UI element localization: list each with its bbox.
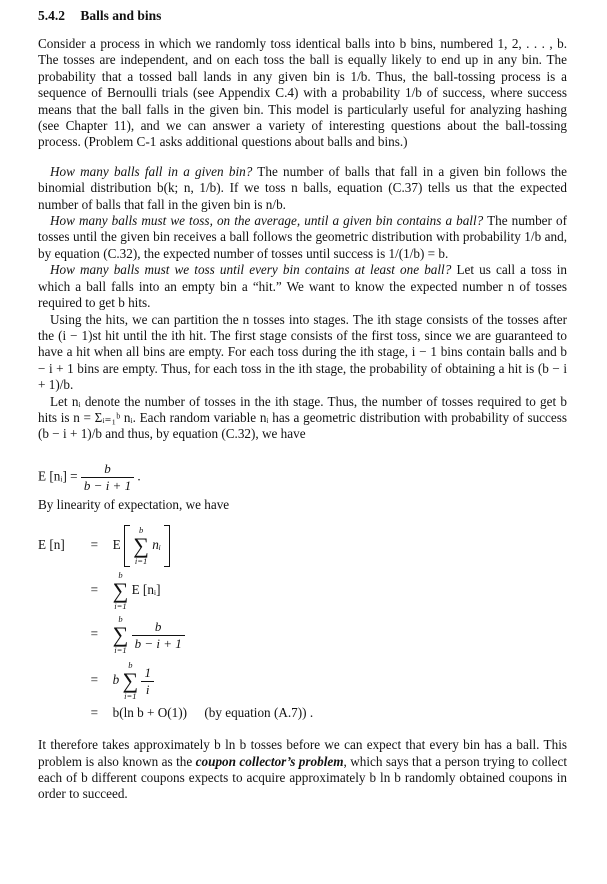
eq2-eq-1: = xyxy=(90,537,99,553)
eq2-coef-4: b xyxy=(112,672,120,688)
eq2-fraction-3-den: b − i + 1 xyxy=(132,635,185,652)
eq2-fraction-3-num: b xyxy=(154,618,162,634)
sum-3-sigma: ∑ xyxy=(112,622,129,648)
sum-3 xyxy=(113,615,129,655)
sum-2-lower: i=1 xyxy=(114,601,127,612)
final-paragraph xyxy=(38,737,567,803)
eq2-fraction-4-den: i xyxy=(141,681,154,698)
sum-4-upper: b xyxy=(128,660,133,671)
right-bracket xyxy=(164,525,170,567)
sum-3-lower: i=1 xyxy=(114,645,127,656)
hits-paragraph: Using the hits, we can partition the n tosses into stages. The ith stage consists of the tosses after the (i − 1)st hit until the ith hit. The first stage consists of the first toss, since we are guaranteed to have a hit when all bins are empty. For each toss during the ith stage, i − 1 bins contain balls and b − i + 1 bins are empty. Thus, for each toss in the ith stage, the probability of obtaining a hit is (b − i + 1)/b. xyxy=(38,311,567,393)
eq2-eq-5: = xyxy=(90,705,99,721)
eq2-eq-4: = xyxy=(90,672,99,688)
final-text-1: It therefore takes approximately b ln b tosses before we can expect that every bin has a ball. This problem is also known as the xyxy=(38,737,567,769)
sum-1-upper: b xyxy=(138,525,144,536)
page xyxy=(38,8,567,803)
answer-1: The number of balls that fall in a given bin follows the binomial distribution b(k; n, 1/b). If we toss n balls, equation (C.37) tells us that the expected number of balls that fall in the given bin is n/b. xyxy=(38,163,567,212)
question-1: How many balls fall in a given bin? xyxy=(50,163,253,179)
eq2-fraction-4-num: 1 xyxy=(144,664,151,680)
question-3: How many balls must we toss until every bin contains at least one ball? xyxy=(50,262,452,278)
answer-3: Let us call a toss in which a ball falls into an empty bin a “hit.” We want to know the expected number n of tosses required to get b hits. xyxy=(38,262,567,311)
sum-1-lower: i=1 xyxy=(134,556,148,567)
answer-2: The number of tosses until the given bin receives a ball follows the geometric distribution with probability 1/b and, by equation (C.32), the expected number of tosses until success is 1/(1/b) = b. xyxy=(38,213,567,261)
section-title: Balls and bins xyxy=(80,8,162,23)
section-number: 5.4.2 xyxy=(38,8,65,23)
eq2-fraction-3 xyxy=(132,619,185,652)
eq2-line-5-note: (by equation (A.7)) . xyxy=(204,705,314,721)
linearity-sentence: By linearity of expectation, we have xyxy=(38,496,230,512)
eq1-end: . xyxy=(134,468,141,484)
eq2-lhs: E [n] xyxy=(38,537,65,553)
eq1-lhs: E [nᵢ] = xyxy=(38,468,78,484)
section-heading xyxy=(38,8,567,24)
sum-4-lower: i=1 xyxy=(124,691,137,702)
eq2-fraction-4 xyxy=(141,665,154,698)
coupon-collector-term: coupon collector’s problem xyxy=(195,753,344,769)
sum-1-sigma: ∑ xyxy=(133,533,149,559)
sum-2-sigma: ∑ xyxy=(112,578,129,604)
final-text-2: , which says that a person trying to collect each of b different coupons expects to acquire approximately b ln b randomly obtained coupons in order to succeed. xyxy=(38,753,567,802)
eq2-eq-2: = xyxy=(90,582,99,598)
left-bracket xyxy=(124,525,130,567)
ni-paragraph: Let nᵢ denote the number of tosses in the ith stage. Thus, the number of tosses required to get b hits is n = Σᵢ₌₁ᵇ nᵢ. Each random variable nᵢ has a geometric distribution with probability of success (b − i + 1)/b and thus, by equation (C.32), we have xyxy=(38,393,567,442)
sum-4 xyxy=(122,661,138,701)
question-1-paragraph xyxy=(38,164,567,213)
question-2-paragraph xyxy=(38,213,567,262)
eq2-expectation: E xyxy=(112,537,121,553)
eq2-term-1: nᵢ xyxy=(152,537,161,553)
eq2-eq-3: = xyxy=(90,626,99,642)
sum-2-upper: b xyxy=(118,570,123,581)
sum-2 xyxy=(113,571,129,611)
eq1-numerator: b xyxy=(104,460,111,476)
eq2-term-2: E [nᵢ] xyxy=(131,582,161,598)
equation-expected-ni xyxy=(38,451,567,495)
question-3-paragraph xyxy=(38,262,567,311)
intro-paragraph: Consider a process in which we randomly toss identical balls into b bins, numbered 1, 2, . . . , b. The tosses are independent, and on each toss the ball is equally likely to end up in any bin. The probability that a tossed ball lands in any given bin is 1/b. Thus, the ball-tossing process is a sequence of Bernoulli trials (see Appendix C.4) with a probability 1/b of success, where success means that the ball falls in the given bin. This model is particularly useful for analyzing hashing (see Chapter 11), and we can answer a variety of interesting questions about the ball-tossing process. (Problem C-1 asks additional questions about balls and bins.) xyxy=(38,36,567,150)
eq1-fraction xyxy=(81,461,134,494)
eq2-line-5: b(ln b + O(1)) xyxy=(112,705,188,721)
question-2: How many balls must we toss, on the average, until a given bin contains a ball? xyxy=(50,213,484,229)
sum-1 xyxy=(133,526,149,566)
sum-3-upper: b xyxy=(118,614,123,625)
eq1-denominator: b − i + 1 xyxy=(81,477,134,494)
sum-4-sigma: ∑ xyxy=(122,668,139,694)
equation-expected-n xyxy=(38,519,567,727)
